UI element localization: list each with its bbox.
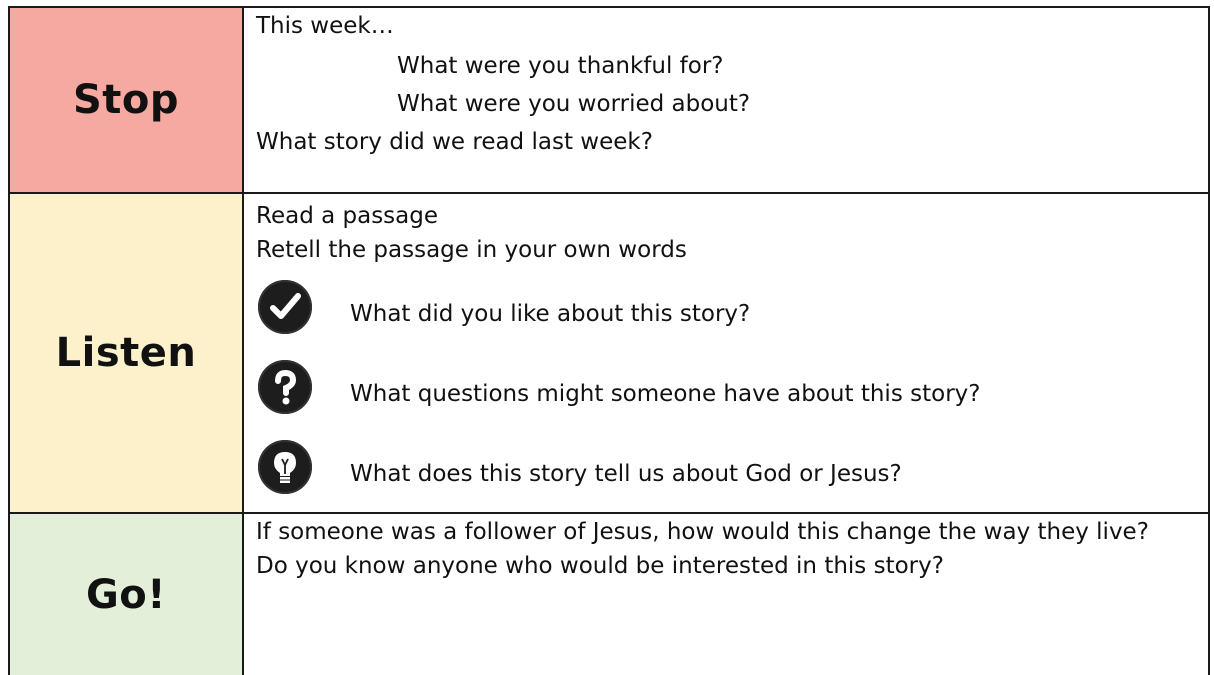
stop-line-1: This week… (256, 13, 394, 39)
stop-label-cell (9, 7, 243, 193)
stop-line-3: What were you worried about? (397, 91, 751, 117)
question-god-text: What does this story tell us about God or Jesus? (350, 461, 902, 487)
lightbulb-icon (258, 440, 312, 494)
listen-row (9, 193, 1209, 513)
listen-label-cell (9, 193, 243, 513)
listen-question-questions (256, 354, 1198, 420)
question-mark-icon (258, 360, 312, 414)
stop-line-2: What were you thankful for? (397, 53, 724, 79)
stop-listen-go-table (8, 6, 1210, 675)
stop-line-4: What story did we read last week? (256, 129, 653, 155)
checkmark-icon (258, 280, 312, 334)
listen-question-like (256, 274, 1198, 340)
go-label: Go! (85, 571, 167, 618)
go-line-2: Do you know anyone who would be interested in this story? (256, 553, 944, 579)
listen-content-cell (243, 193, 1209, 513)
go-content-cell (243, 513, 1209, 675)
listen-label: Listen (55, 330, 197, 376)
go-row (9, 513, 1209, 675)
listen-line-1: Read a passage (256, 203, 439, 229)
listen-line-2: Retell the passage in your own words (256, 237, 687, 263)
stop-content-cell (243, 7, 1209, 193)
listen-question-god (256, 434, 1198, 500)
stop-row (9, 7, 1209, 193)
go-label-cell (9, 513, 243, 675)
go-line-1: If someone was a follower of Jesus, how would this change the way they live? (256, 519, 1149, 545)
question-questions-text: What questions might someone have about this story? (350, 381, 981, 407)
question-like-text: What did you like about this story? (350, 301, 751, 327)
stop-label: Stop (72, 77, 180, 123)
